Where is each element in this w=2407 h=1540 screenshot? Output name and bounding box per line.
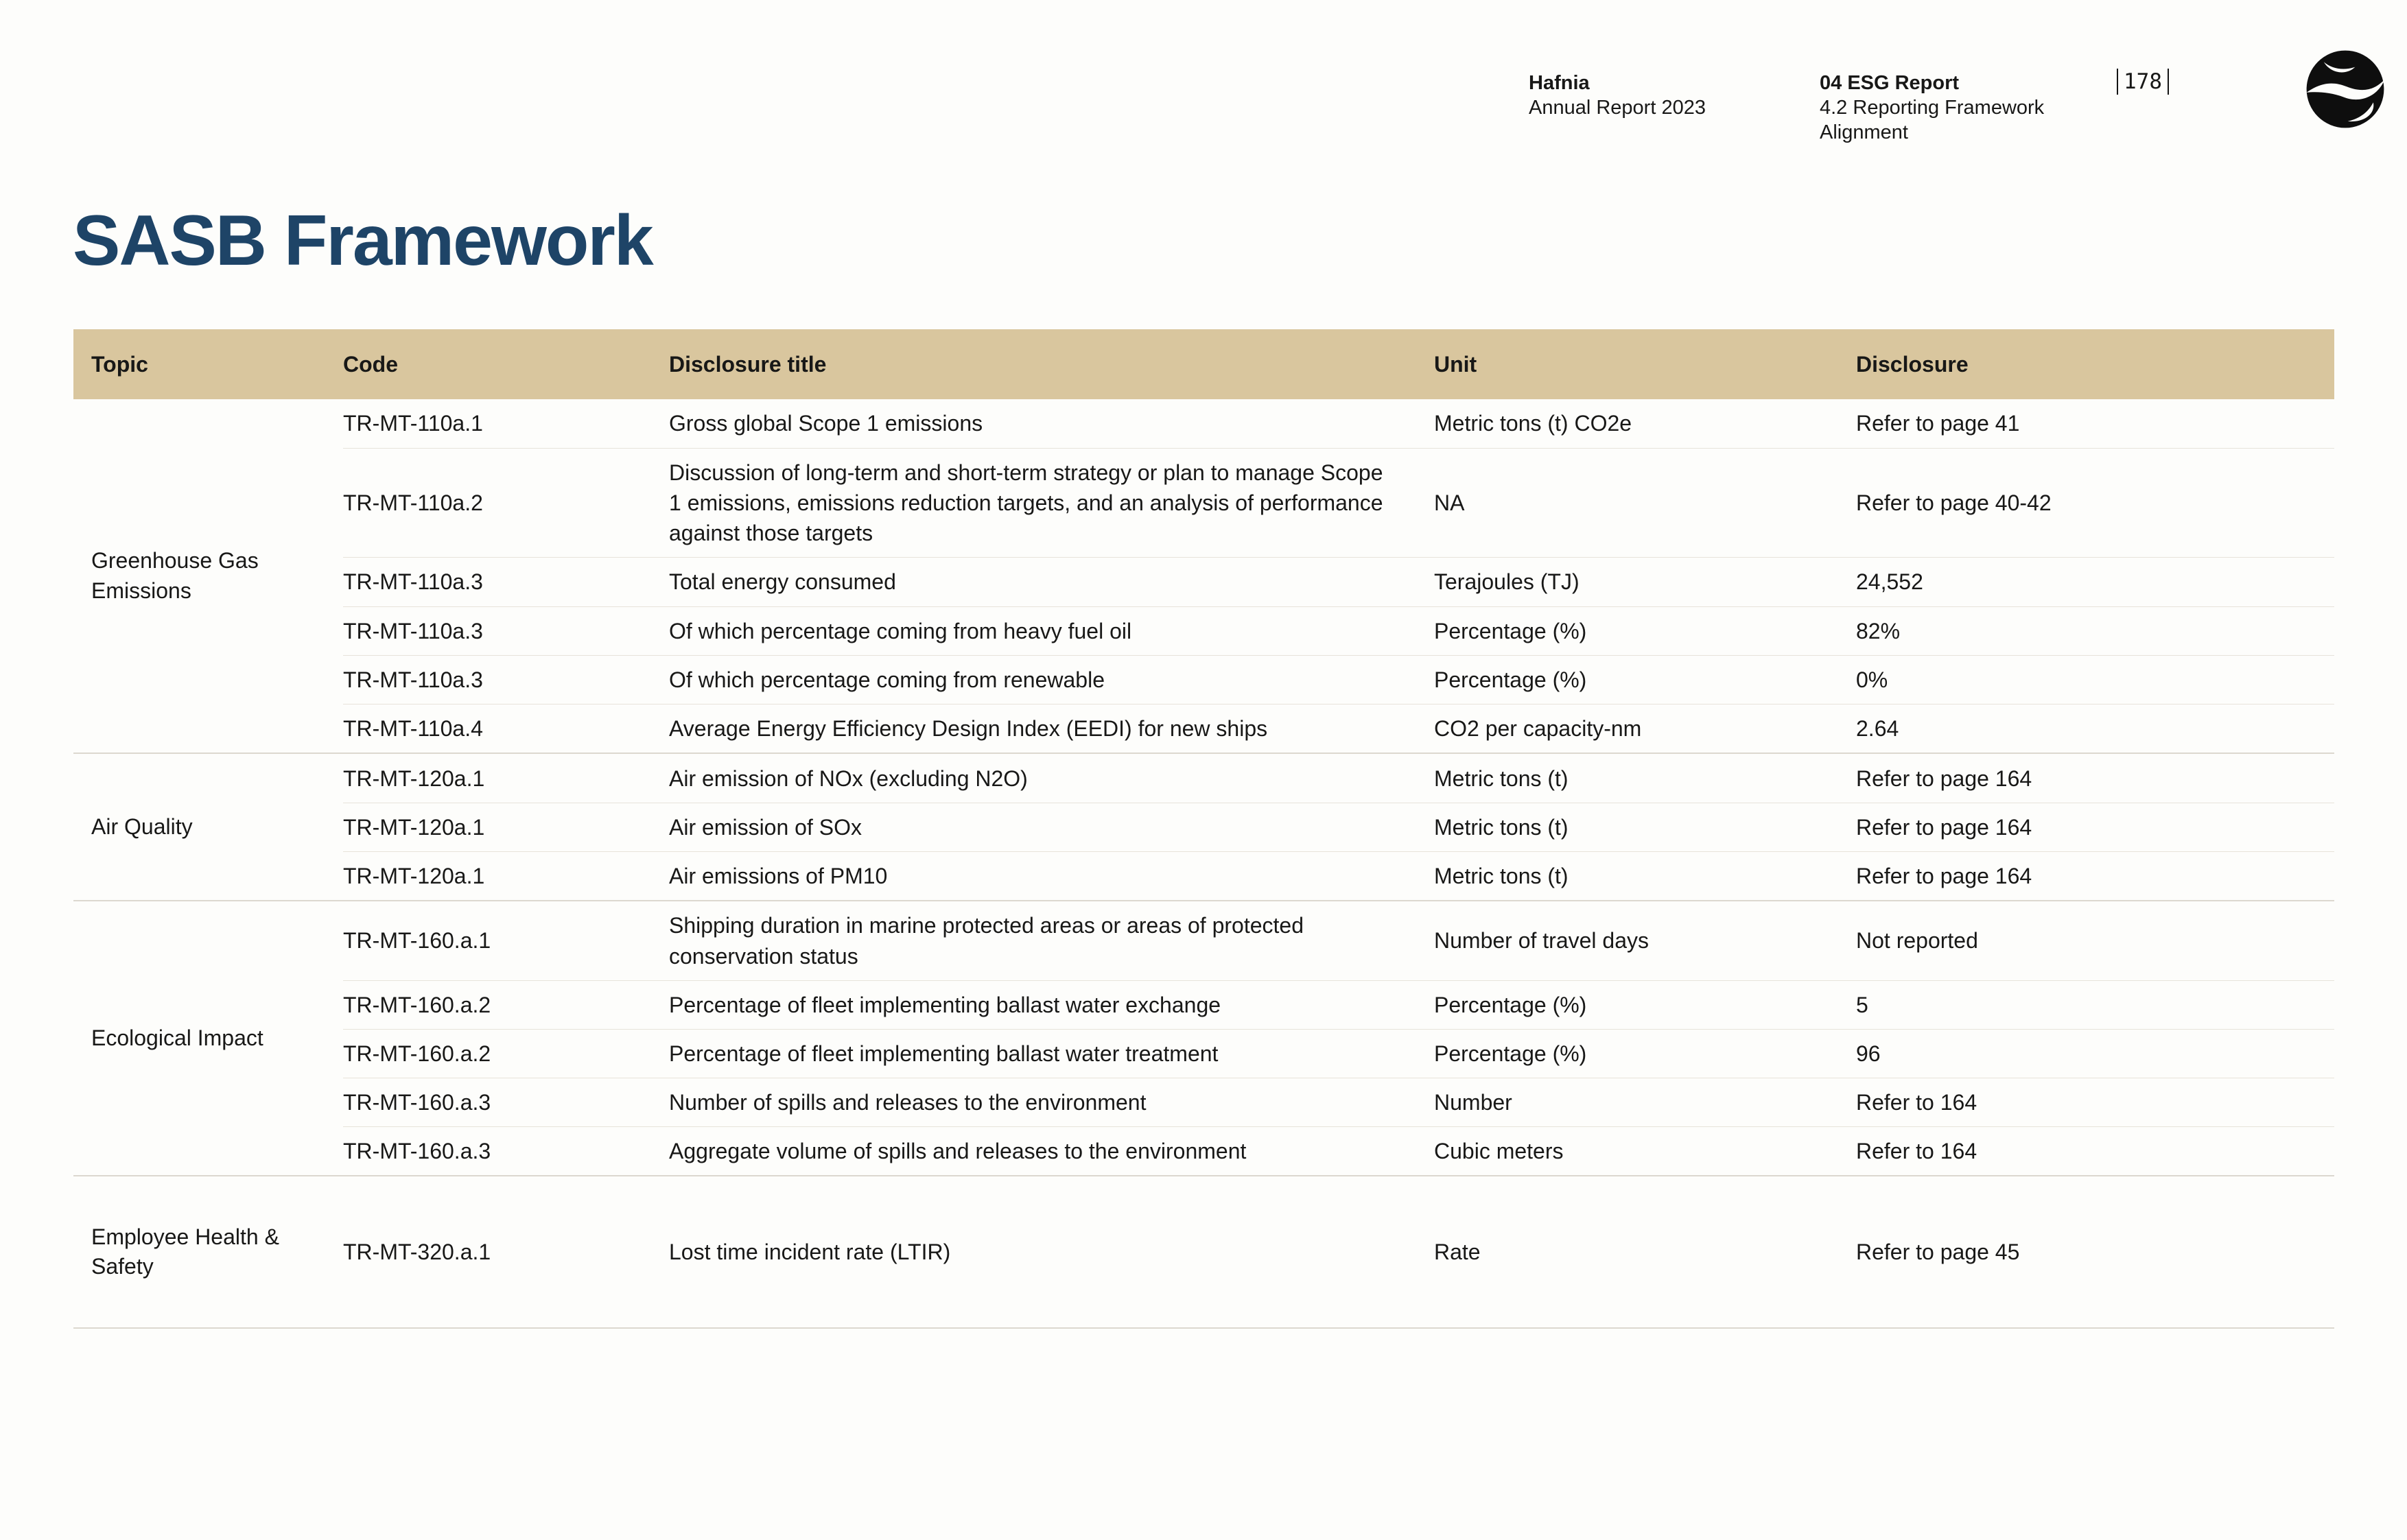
disclosure-cell: 5 [1856, 992, 1868, 1017]
topic-group [73, 399, 2334, 753]
code-cell: TR-MT-120a.1 [343, 815, 485, 840]
disclosure-title-cell: Total energy consumed [669, 569, 896, 595]
disclosure-cell: Refer to page 41 [1856, 411, 2020, 436]
code-cell: TR-MT-110a.3 [343, 618, 483, 643]
disclosure-title-cell: Discussion of long-term and short-term strategy or plan to manage Scope 1 emissions, emissions reduction targets, and an analysis of performance against those targets [669, 460, 1383, 546]
disclosure-cell: 0% [1856, 667, 1888, 692]
disclosure-cell: Refer to page 164 [1856, 766, 2032, 791]
topic-label: Ecological Impact [91, 1026, 263, 1051]
disclosure-title-cell: Air emission of SOx [669, 815, 862, 840]
page-number-bar-right [2168, 69, 2169, 95]
disclosure-title-cell: Shipping duration in marine protected areas or areas of protected conservation status [669, 913, 1304, 969]
topic-label: Air Quality [91, 814, 193, 840]
table-row [343, 655, 2334, 704]
table-row [343, 448, 2334, 557]
table-row [343, 1126, 2334, 1175]
topic-label: Greenhouse Gas Emissions [91, 548, 259, 603]
section-subtitle: 4.2 Reporting Framework Alignment [1820, 96, 2045, 143]
code-cell: TR-MT-110a.1 [343, 411, 483, 436]
code-cell: TR-MT-110a.3 [343, 667, 483, 692]
code-cell: TR-MT-160.a.3 [343, 1139, 491, 1164]
brand-name: Hafnia [1529, 72, 1590, 94]
column-header-topic: Topic [91, 351, 148, 377]
disclosure-title-cell: Aggregate volume of spills and releases to the environment [669, 1139, 1247, 1164]
table-row [343, 980, 2334, 1029]
disclosure-title-cell: Gross global Scope 1 emissions [669, 411, 983, 436]
topic-group [73, 1175, 2334, 1327]
disclosure-title-cell: Lost time incident rate (LTIR) [669, 1240, 951, 1265]
code-cell: TR-MT-160.a.2 [343, 1041, 491, 1066]
code-cell: TR-MT-160.a.1 [343, 928, 491, 953]
table-body [73, 399, 2334, 1329]
unit-cell: Metric tons (t) [1434, 864, 1569, 889]
page-title: SASB Framework [73, 201, 653, 281]
code-cell: TR-MT-120a.1 [343, 766, 485, 791]
table-row [343, 399, 2334, 448]
unit-cell: CO2 per capacity-nm [1434, 715, 1642, 741]
table-row [343, 803, 2334, 851]
sasb-framework-table [73, 329, 2334, 1329]
disclosure-title-cell: Of which percentage coming from renewable [669, 667, 1105, 692]
table-header-row [73, 329, 2334, 399]
brand-block [1529, 71, 1706, 121]
table-row [343, 901, 2334, 980]
code-cell: TR-MT-110a.2 [343, 490, 483, 516]
unit-cell: Rate [1434, 1240, 1481, 1265]
unit-cell: Metric tons (t) [1434, 766, 1569, 791]
disclosure-title-cell: Air emission of NOx (excluding N2O) [669, 766, 1028, 791]
topic-group [73, 753, 2334, 900]
topic-group-rows [343, 754, 2334, 900]
topic-label: Employee Health & Safety [91, 1224, 279, 1279]
brand-subtitle: Annual Report 2023 [1529, 96, 1706, 119]
topic-group [73, 900, 2334, 1175]
unit-cell: NA [1434, 490, 1465, 516]
disclosure-cell: 2.64 [1856, 715, 1899, 741]
table-row [343, 1078, 2334, 1126]
column-header-unit: Unit [1434, 351, 1477, 377]
page-number-value: 178 [2124, 69, 2162, 94]
unit-cell: Percentage (%) [1434, 992, 1587, 1017]
column-header-code: Code [343, 351, 398, 377]
unit-cell: Percentage (%) [1434, 667, 1587, 692]
code-cell: TR-MT-320.a.1 [343, 1240, 491, 1265]
table-row [343, 1029, 2334, 1078]
column-header-disclosure: Disclosure [1856, 351, 1969, 377]
disclosure-cell: Refer to page 45 [1856, 1240, 2020, 1265]
page-number-bar-left [2117, 69, 2118, 95]
disclosure-cell: 24,552 [1856, 569, 1923, 595]
code-cell: TR-MT-110a.3 [343, 569, 483, 595]
code-cell: TR-MT-110a.4 [343, 715, 483, 741]
table-row [343, 557, 2334, 606]
unit-cell: Cubic meters [1434, 1139, 1564, 1164]
disclosure-cell: 96 [1856, 1041, 1881, 1066]
disclosure-cell: Refer to page 164 [1856, 864, 2032, 889]
section-name: 04 ESG Report [1820, 72, 1960, 94]
code-cell: TR-MT-160.a.2 [343, 992, 491, 1017]
unit-cell: Metric tons (t) [1434, 815, 1569, 840]
unit-cell: Percentage (%) [1434, 1041, 1587, 1066]
disclosure-title-cell: Percentage of fleet implementing ballast water treatment [669, 1041, 1219, 1066]
page-number [2117, 69, 2169, 95]
disclosure-title-cell: Air emissions of PM10 [669, 864, 888, 889]
unit-cell: Number [1434, 1090, 1512, 1115]
unit-cell: Metric tons (t) CO2e [1434, 411, 1632, 436]
topic-group-rows [343, 901, 2334, 1175]
disclosure-cell: 82% [1856, 618, 1901, 643]
disclosure-title-cell: Number of spills and releases to the environment [669, 1090, 1147, 1115]
disclosure-cell: Not reported [1856, 928, 1978, 953]
column-header-disclosure-title: Disclosure title [669, 351, 827, 377]
table-row [343, 606, 2334, 655]
disclosure-title-cell: Of which percentage coming from heavy fuel oil [669, 618, 1132, 643]
table-row [343, 851, 2334, 900]
hafnia-logo-icon [2304, 48, 2386, 130]
disclosure-title-cell: Percentage of fleet implementing ballast water exchange [669, 992, 1221, 1017]
unit-cell: Terajoules (TJ) [1434, 569, 1580, 595]
unit-cell: Percentage (%) [1434, 618, 1587, 643]
unit-cell: Number of travel days [1434, 928, 1649, 953]
topic-group-rows [343, 399, 2334, 753]
disclosure-cell: Refer to page 164 [1856, 815, 2032, 840]
table-row [343, 754, 2334, 803]
section-block [1820, 71, 2080, 145]
table-row [343, 1176, 2334, 1327]
code-cell: TR-MT-120a.1 [343, 864, 485, 889]
table-row [343, 704, 2334, 753]
code-cell: TR-MT-160.a.3 [343, 1090, 491, 1115]
disclosure-cell: Refer to 164 [1856, 1139, 1977, 1164]
disclosure-cell: Refer to page 40-42 [1856, 490, 2052, 516]
topic-group-rows [343, 1176, 2334, 1327]
disclosure-title-cell: Average Energy Efficiency Design Index (EEDI) for new ships [669, 715, 1268, 741]
disclosure-cell: Refer to 164 [1856, 1090, 1977, 1115]
